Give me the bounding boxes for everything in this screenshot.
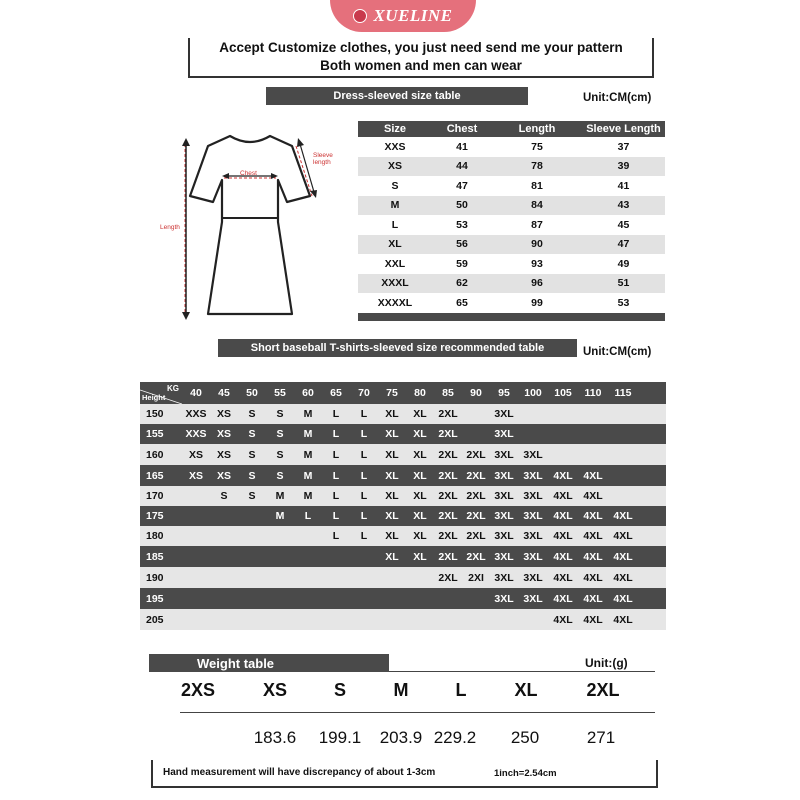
weight-value: 183.6 [253, 728, 297, 747]
table-cell: XL [385, 469, 399, 482]
weight-column-header: 105 [554, 387, 572, 399]
table-cell: 2XL [466, 550, 486, 563]
table-cell: 51 [617, 277, 630, 290]
table-cell: L [332, 510, 340, 522]
height-cell: 160 [146, 448, 164, 461]
dress-table-header [358, 121, 665, 137]
table-cell: 3XL [494, 408, 514, 420]
table-cell: 99 [531, 296, 543, 309]
table-cell: L [360, 428, 368, 440]
table-cell: XL [385, 530, 399, 542]
length-label: Length [160, 224, 180, 231]
height-cell: 190 [146, 571, 164, 584]
weight-column-header: 45 [218, 387, 230, 399]
dress-table-title: Dress-sleeved size table [266, 87, 528, 105]
table-cell: L [360, 469, 368, 482]
weight-column-header: 115 [614, 387, 632, 399]
table-cell: 3XL [494, 428, 514, 440]
table-cell: M [303, 448, 313, 461]
weight-size-label: 2XL [586, 680, 620, 700]
height-cell: 155 [146, 428, 164, 440]
table-cell: 4XL [553, 469, 573, 482]
table-cell: 2XL [438, 490, 458, 502]
table-cell: 4XL [583, 613, 603, 626]
table-cell: S [248, 469, 256, 482]
table-row [358, 235, 665, 255]
table-cell: XL [413, 530, 427, 542]
table-cell: L [360, 408, 368, 420]
table-cell: 4XL [553, 613, 573, 626]
table-cell: XL [413, 490, 427, 502]
table-cell: XL [413, 469, 427, 482]
table-cell: S [276, 408, 284, 420]
table-row [140, 424, 666, 444]
table-cell: 4XL [613, 550, 633, 563]
table-cell: 4XL [553, 530, 573, 542]
table-cell: XXS [384, 140, 406, 153]
weight-size-label: S [333, 680, 346, 700]
table-cell: M [275, 490, 285, 502]
table-cell: XS [188, 469, 203, 482]
table-row [140, 506, 666, 526]
height-cell: 205 [146, 613, 164, 626]
table-row [358, 293, 665, 313]
table-cell: 2XL [466, 448, 486, 461]
weight-column-header: 40 [190, 387, 202, 399]
table-cell: M [275, 510, 285, 522]
table-cell: M [303, 469, 313, 482]
table-cell: S [276, 469, 284, 482]
table-corner [140, 382, 182, 404]
chest-label: Chest [240, 170, 257, 177]
column-header: Length [518, 123, 556, 135]
table-row [358, 176, 665, 196]
table-cell: XS [216, 469, 231, 482]
table-cell: 4XL [583, 530, 603, 542]
weight-unit: Unit:(g) [585, 656, 628, 670]
height-cell: 150 [146, 408, 164, 420]
column-header: Size [383, 123, 406, 135]
table-cell: L [360, 490, 368, 502]
table-cell: 53 [617, 296, 630, 309]
table-row [140, 609, 666, 630]
table-cell: XS [216, 428, 231, 440]
weight-size-label: L [455, 680, 467, 700]
brand-logo [330, 0, 476, 32]
table-cell: L [360, 448, 368, 461]
table-cell: 2XL [466, 469, 486, 482]
table-cell: 3XL [523, 510, 543, 522]
table-cell: 43 [617, 199, 630, 212]
table-cell: 4XL [613, 571, 633, 584]
table-cell: XXXL [381, 277, 409, 290]
table-cell: 2XL [438, 469, 458, 482]
table-cell: 4XL [553, 510, 573, 522]
height-cell: 185 [146, 550, 164, 563]
table-cell: 78 [531, 160, 543, 173]
weight-title-line [389, 671, 655, 672]
column-header: Chest [446, 123, 478, 135]
table-cell: 4XL [583, 571, 603, 584]
weight-value: 203.9 [379, 728, 423, 747]
table-cell: XS [216, 408, 231, 420]
header-line-2: Both women and men can wear [320, 58, 522, 73]
weight-column-header: 50 [246, 387, 258, 399]
table-cell: 2XL [466, 490, 486, 502]
table-cell: XL [413, 550, 427, 563]
table-row [140, 588, 666, 609]
weight-column-header: 70 [358, 387, 370, 399]
table-cell: 3XL [523, 490, 543, 502]
table-cell: XL [385, 490, 399, 502]
table-cell: 3XL [523, 530, 543, 542]
weight-size-label: XL [514, 680, 538, 700]
sleeve-length-label: Sleeve length [313, 152, 333, 166]
strawberry-icon [353, 9, 367, 23]
table-cell: S [248, 428, 256, 440]
dress-unit: Unit:CM(cm) [583, 92, 652, 104]
table-cell: XS [387, 160, 402, 173]
table-cell: XL [385, 550, 399, 563]
table-cell: 53 [456, 218, 468, 231]
corner-kg-label: KG [167, 384, 179, 393]
weight-column-header: 60 [302, 387, 314, 399]
table-cell: 3XL [523, 592, 543, 605]
column-header: Sleeve Length [586, 123, 661, 135]
table-cell: XL [385, 408, 399, 420]
table-cell: XL [385, 510, 399, 522]
table-row [358, 254, 665, 274]
table-cell: 3XL [494, 510, 514, 522]
table-cell: 4XL [553, 490, 573, 502]
table-cell: 41 [617, 179, 630, 192]
table-cell: XL [385, 448, 399, 461]
height-cell: 165 [146, 469, 164, 482]
table-cell: 4XL [613, 510, 633, 522]
table-cell: 37 [617, 140, 630, 153]
table-cell: 2XL [438, 428, 458, 440]
table-cell: 39 [617, 160, 630, 173]
table-cell: 3XL [523, 571, 543, 584]
table-cell: 3XL [494, 530, 514, 542]
table-row [358, 274, 665, 294]
table-row [140, 526, 666, 546]
baseball-size-table [140, 382, 666, 630]
table-cell: S [391, 179, 399, 192]
table-cell: 3XL [523, 448, 543, 461]
weight-size-label: 2XS [180, 680, 216, 700]
table-cell: 4XL [583, 592, 603, 605]
table-cell: 49 [617, 257, 630, 270]
table-row [140, 567, 666, 588]
table-cell: XL [413, 428, 427, 440]
table-cell: 2XL [438, 571, 458, 584]
table-cell: 81 [531, 179, 543, 192]
table-cell: S [248, 408, 256, 420]
table-cell: L [332, 428, 340, 440]
table-cell: 2XL [438, 408, 458, 420]
table-cell: XL [413, 510, 427, 522]
weight-column-header: 90 [470, 387, 482, 399]
brand-logo-text: XUELINE [373, 6, 453, 25]
weight-table-title: Weight table [149, 654, 389, 672]
height-cell: 180 [146, 530, 164, 542]
table-cell: S [220, 490, 228, 502]
table-cell: L [332, 448, 340, 461]
weight-column-header: 75 [386, 387, 398, 399]
table-cell: 4XL [583, 490, 603, 502]
table-cell: 44 [456, 160, 468, 173]
corner-height-label: Height [142, 393, 166, 402]
table-cell: 4XL [583, 469, 603, 482]
table-cell: M [303, 490, 313, 502]
table-cell: 3XL [523, 469, 543, 482]
table-cell: XXXXL [377, 296, 413, 309]
table-cell: 93 [531, 257, 543, 270]
header-line-1: Accept Customize clothes, you just need send me your pattern [219, 40, 623, 55]
table-cell: XXL [384, 257, 406, 270]
table-cell: 47 [617, 238, 630, 251]
footer-note: Hand measurement will have discrepancy of about 1-3cm [163, 767, 436, 778]
table-cell: 2XI [468, 571, 484, 584]
table-cell: 41 [456, 140, 468, 153]
table-cell: 62 [456, 277, 468, 290]
footer-conversion: 1inch=2.54cm [494, 768, 557, 779]
table-cell: 50 [456, 199, 468, 212]
table-cell: L [391, 218, 399, 231]
weight-value: 229.2 [433, 728, 477, 747]
table-row [140, 404, 666, 424]
table-cell: 4XL [613, 613, 633, 626]
table-row [140, 465, 666, 486]
weight-size-label: M [393, 680, 409, 700]
table-cell: 4XL [553, 550, 573, 563]
table-cell: S [276, 428, 284, 440]
table-cell: L [332, 469, 340, 482]
table-cell: S [276, 448, 284, 461]
weight-column-header: 110 [584, 387, 602, 399]
height-cell: 175 [146, 510, 164, 522]
height-cell: 195 [146, 592, 164, 605]
table-cell: 4XL [553, 592, 573, 605]
table-cell: XXS [185, 428, 207, 440]
table-cell: XS [188, 448, 203, 461]
table-row [358, 137, 665, 157]
dress-diagram [150, 118, 350, 328]
table-cell: XXS [185, 408, 207, 420]
table-cell: 4XL [553, 571, 573, 584]
table-cell: XL [413, 448, 427, 461]
table-cell: 56 [456, 238, 468, 251]
table-row [358, 215, 665, 235]
table-cell: L [304, 510, 312, 522]
table-cell: 3XL [523, 550, 543, 563]
table-cell: L [332, 530, 340, 542]
table-cell: 4XL [583, 550, 603, 563]
table-cell: 2XL [466, 510, 486, 522]
table-cell: 90 [531, 238, 543, 251]
table-cell: XS [216, 448, 231, 461]
dress-size-table [358, 121, 665, 321]
weight-value: 199.1 [318, 728, 362, 747]
weight-divider [180, 712, 655, 713]
table-cell: S [248, 448, 256, 461]
table-cell: 2XL [438, 530, 458, 542]
weight-value: 250 [510, 728, 540, 747]
baseball-table-header [140, 382, 666, 404]
table-cell: 65 [456, 296, 468, 309]
weight-column-header: 80 [414, 387, 426, 399]
table-cell: 75 [531, 140, 543, 153]
table-cell: 3XL [494, 571, 514, 584]
table-cell: 2XL [466, 530, 486, 542]
weight-column-header: 85 [442, 387, 454, 399]
table-cell: 3XL [494, 550, 514, 563]
table-row [140, 444, 666, 465]
table-row [140, 486, 666, 506]
table-cell: L [332, 490, 340, 502]
weight-column-header: 55 [274, 387, 286, 399]
table-cell: 87 [531, 218, 543, 231]
weight-column-header: 95 [498, 387, 510, 399]
table-cell: 47 [456, 179, 468, 192]
table-cell: M [303, 408, 313, 420]
table-cell: L [332, 408, 340, 420]
table-cell: L [360, 530, 368, 542]
table-cell: S [248, 490, 256, 502]
table-row [140, 546, 666, 567]
table-cell: L [360, 510, 368, 522]
baseball-table-title: Short baseball T-shirts-sleeved size recommended table [218, 339, 577, 357]
weight-column-header: 65 [330, 387, 342, 399]
baseball-unit: Unit:CM(cm) [583, 346, 652, 358]
table-cell: 3XL [494, 490, 514, 502]
table-cell: 3XL [494, 469, 514, 482]
table-row [358, 196, 665, 216]
weight-value: 271 [586, 728, 616, 747]
table-cell: XL [413, 408, 427, 420]
table-cell: XL [388, 238, 402, 251]
dress-table-footer-bar [358, 313, 665, 321]
table-cell: 45 [617, 218, 630, 231]
table-cell: M [303, 428, 313, 440]
table-row [358, 157, 665, 177]
table-cell: 2XL [438, 550, 458, 563]
table-cell: 2XL [438, 510, 458, 522]
height-cell: 170 [146, 490, 164, 502]
table-cell: 4XL [583, 510, 603, 522]
table-cell: 59 [456, 257, 468, 270]
weight-column-header: 100 [524, 387, 542, 399]
table-cell: 4XL [613, 592, 633, 605]
table-cell: 84 [531, 199, 543, 212]
table-cell: 3XL [494, 592, 514, 605]
weight-size-label: XS [262, 680, 287, 700]
table-cell: 3XL [494, 448, 514, 461]
table-cell: 4XL [613, 530, 633, 542]
table-cell: XL [385, 428, 399, 440]
table-cell: M [390, 199, 400, 212]
table-cell: 2XL [438, 448, 458, 461]
table-cell: 96 [531, 277, 543, 290]
